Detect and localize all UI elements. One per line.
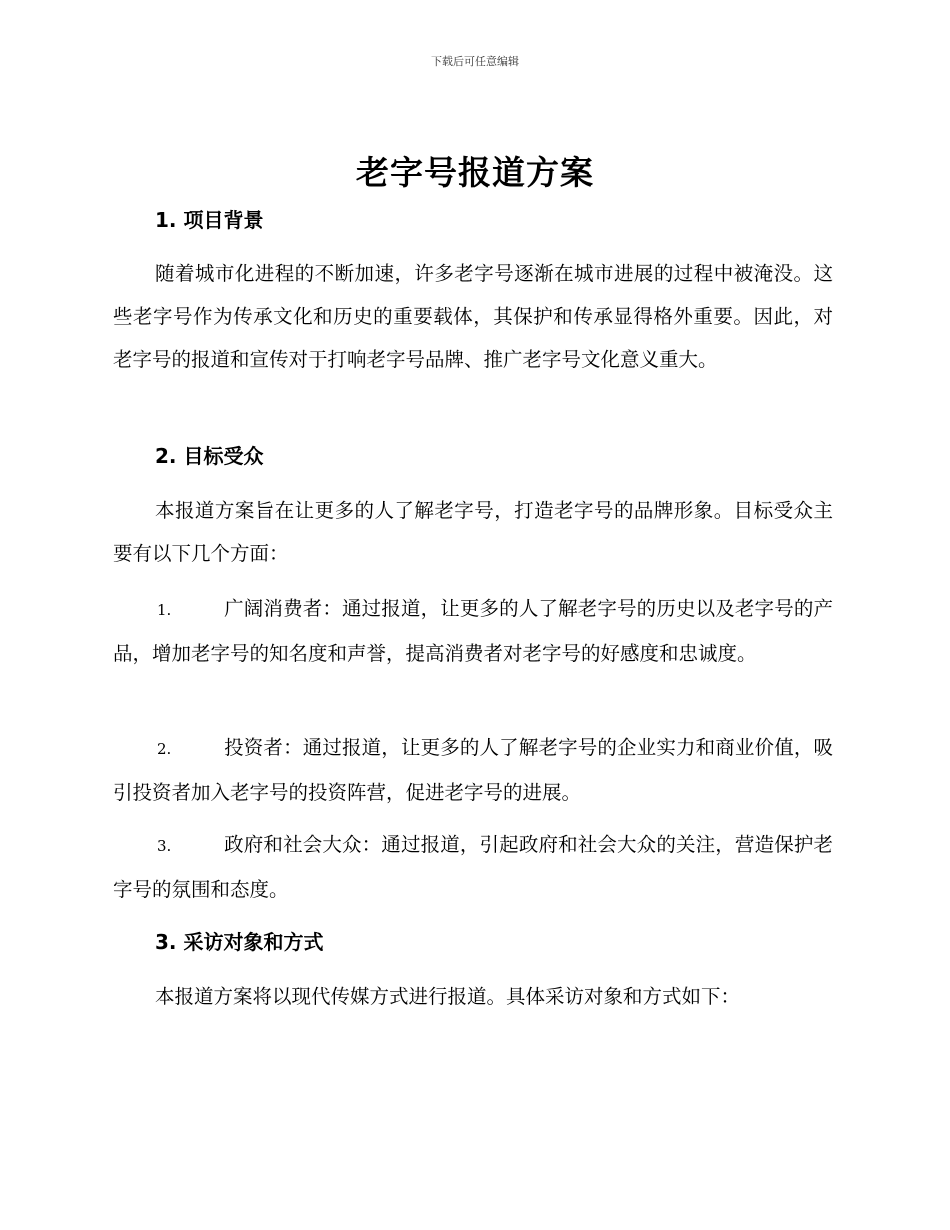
list-item-number: 3. [157,837,172,855]
header-note: 下载后可任意编辑 [431,55,519,68]
list-item [113,587,833,675]
list-item [113,823,833,911]
section-paragraph-interviews: 本报道方案将以现代传媒方式进行报道。具体采访对象和方式如下： [155,985,741,1008]
section-paragraph-audience: 本报道方案旨在让更多的人了解老字号，打造老字号的品牌形象。目标受众主要有以下几个方面： [113,499,833,565]
section-heading-interviews: 3. 采访对象和方式 [155,930,324,954]
section-heading-audience: 2. 目标受众 [155,444,264,468]
list-item-number: 2. [157,740,172,758]
list-item-text: 政府和社会大众：通过报道，引起政府和社会大众的关注，营造保护老字号的氛围和态度。 [113,833,833,901]
document-title: 老字号报道方案 [356,153,594,192]
list-item-number: 1. [157,601,172,619]
section-paragraph-background: 随着城市化进程的不断加速，许多老字号逐渐在城市进展的过程中被淹没。这些老字号作为传承文化和历史的重要载体，其保护和传承显得格外重要。因此，对老字号的报道和宣传对于打响老字号品牌、推广老字号文化意义重大。 [113,262,833,371]
list-item [113,726,833,814]
list-item-text: 投资者：通过报道，让更多的人了解老字号的企业实力和商业价值，吸引投资者加入老字号的投资阵营，促进老字号的进展。 [113,736,833,804]
list-item-text: 广阔消费者：通过报道，让更多的人了解老字号的历史以及老字号的产品，增加老字号的知名度和声誉，提高消费者对老字号的好感度和忠诚度。 [113,597,833,665]
section-heading-background: 1. 项目背景 [155,208,264,232]
